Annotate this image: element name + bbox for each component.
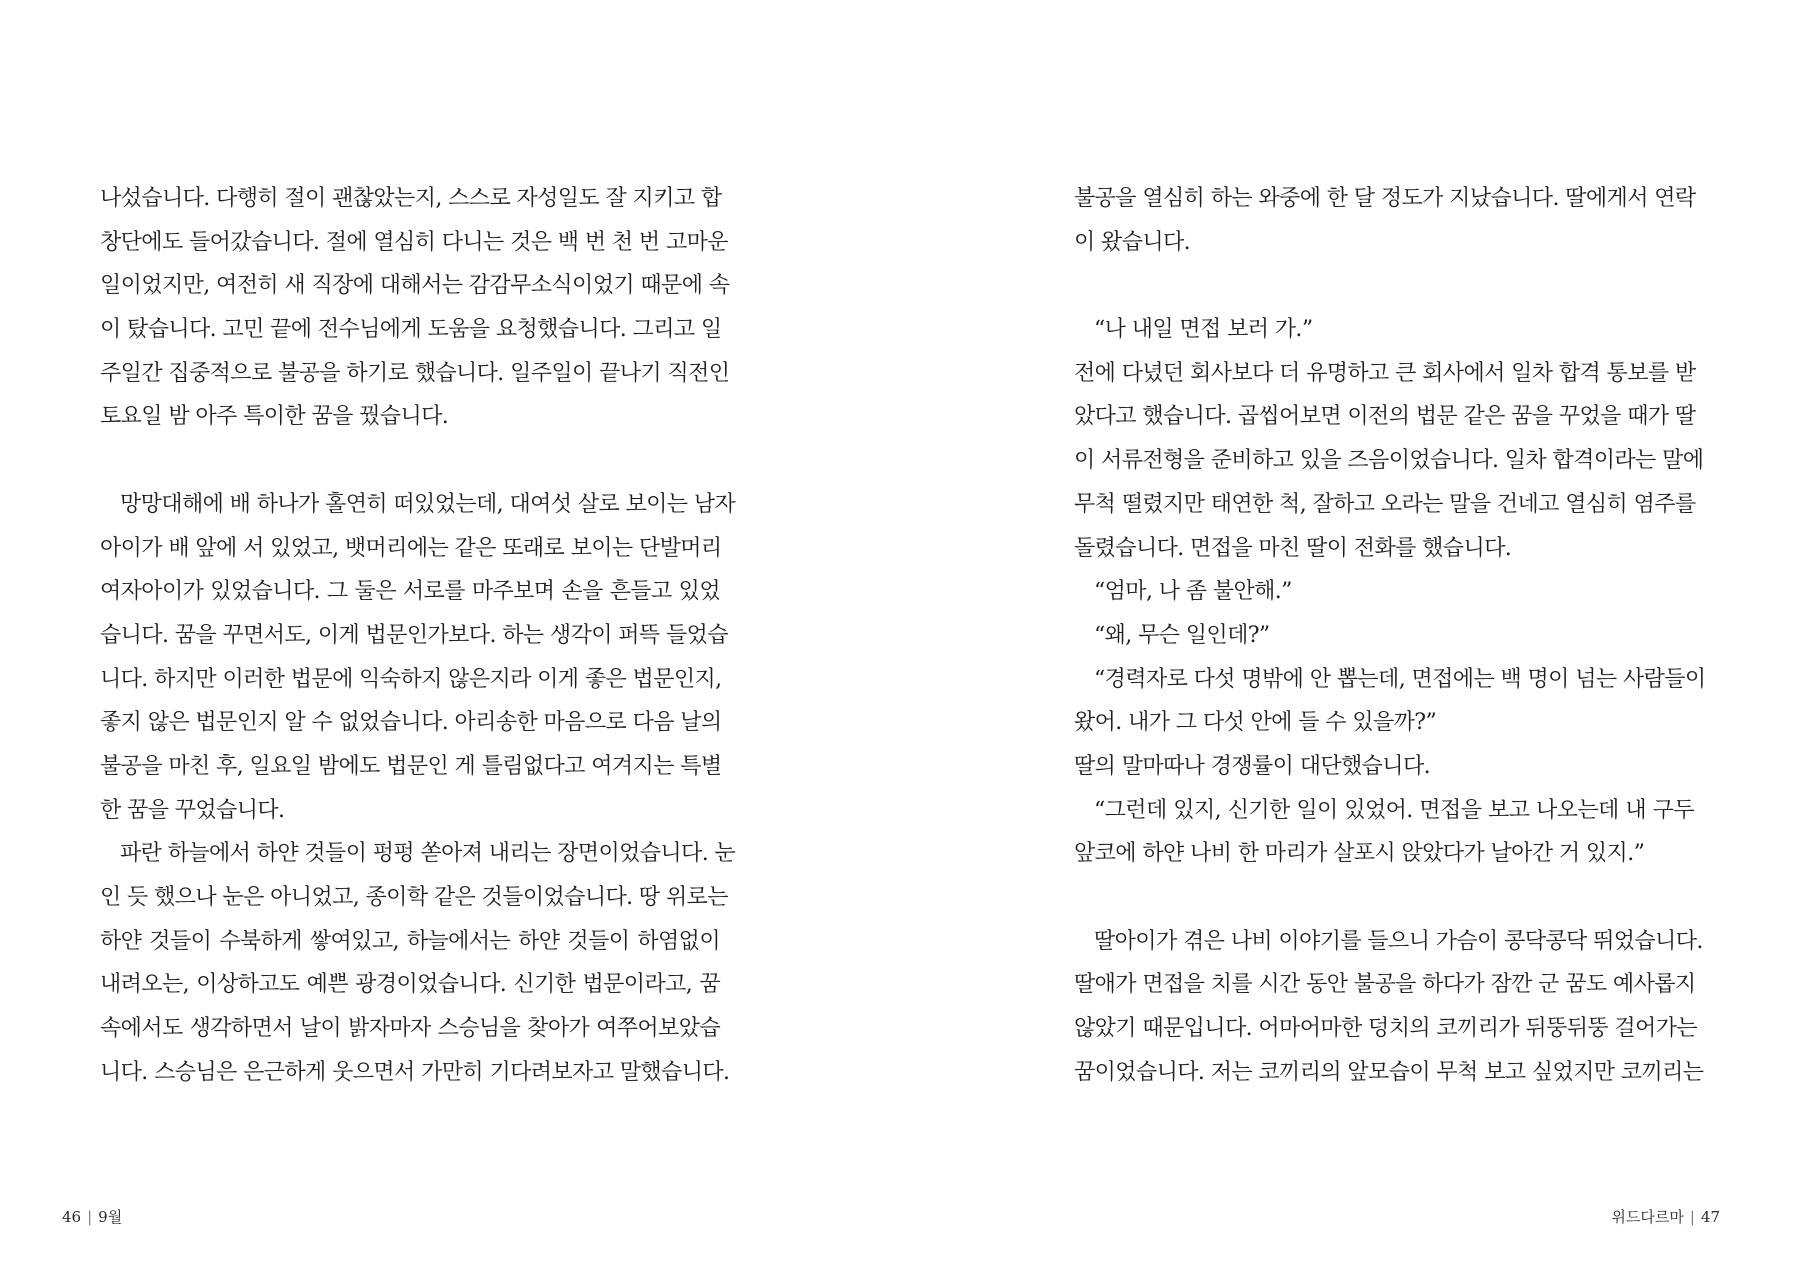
text-line: 토요일 밤 아주 특이한 꿈을 꿨습니다. [100,404,449,430]
text-line: 한 꿈을 꾸었습니다. [100,797,285,823]
left-page-body [100,177,736,1094]
text-line: 돌렸습니다. 면접을 마친 딸이 전화를 했습니다. [1074,535,1512,561]
dialogue-line: “엄마, 나 좀 불안해.” [1094,579,1292,605]
right-page-body [1074,177,1706,1094]
text-line: 습니다. 꿈을 꾸면서도, 이게 법문인가보다. 하는 생각이 퍼뜩 들었습 [100,622,728,648]
text-line: 파란 하늘에서 하얀 것들이 펑펑 쏟아져 내리는 장면이었습니다. 눈 [120,841,736,867]
page-number: 46 [62,1208,82,1226]
text-line: 인 듯 했으나 눈은 아니었고, 종이학 같은 것들이었습니다. 땅 위로는 [100,885,728,910]
dialogue-line: “나 내일 면접 보러 가.” [1094,317,1313,343]
text-line: 니다. 스승님은 은근하게 웃으면서 가만히 기다려보자고 말했습니다. [100,1059,730,1085]
text-line: 이 서류전형을 준비하고 있을 즈음이었습니다. 일차 합격이라는 말에 [1074,448,1704,474]
text-line: 창단에도 들어갔습니다. 절에 열심히 다니는 것은 백 번 천 번 고마운 [100,229,728,255]
text-line: 니다. 하지만 이러한 법문에 익숙하지 않은지라 이게 좋은 법문인지, [100,666,722,692]
text-line: 딸아이가 겪은 나비 이야기를 들으니 가슴이 콩닥콩닥 뛰었습니다. [1094,928,1703,954]
right-folio [1611,1206,1720,1227]
text-line: 망망대해에 배 하나가 홀연히 떠있었는데, 대여섯 살로 보이는 남자 [120,491,736,517]
text-line: 이 왔습니다. [1074,229,1191,255]
text-line: 주일간 집중적으로 불공을 하기로 했습니다. 일주일이 끝나기 직전인 [100,360,730,386]
text-line: 하얀 것들이 수북하게 쌓여있고, 하늘에서는 하얀 것들이 하염없이 [100,928,720,954]
text-line: 일이었지만, 여전히 새 직장에 대해서는 감감무소식이었기 때문에 속 [100,273,730,299]
dialogue-line: “왜, 무슨 일인데?” [1094,622,1270,648]
dialogue-line: “경력자로 다섯 명밖에 안 뽑는데, 면접에는 백 명이 넘는 사람들이 [1094,666,1706,692]
right-page [898,0,1796,1270]
text-line: 았다고 했습니다. 곱씹어보면 이전의 법문 같은 꿈을 꾸었을 때가 딸 [1074,404,1696,430]
text-line: 무척 떨렸지만 태연한 척, 잘하고 오라는 말을 건네고 열심히 염주를 [1074,491,1696,517]
text-line: 전에 다녔던 회사보다 더 유명하고 큰 회사에서 일차 합격 통보를 받 [1074,360,1696,386]
text-line: 아이가 배 앞에 서 있었고, 뱃머리에는 같은 또래로 보이는 단발머리 [100,535,722,561]
text-line: 불공을 열심히 하는 와중에 한 달 정도가 지났습니다. 딸에게서 연락 [1074,186,1696,211]
folio-divider: | [1689,1208,1695,1226]
text-line: 이 탔습니다. 고민 끝에 전수님에게 도움을 요청했습니다. 그리고 일 [100,317,722,343]
text-line: 불공을 마친 후, 일요일 밤에도 법문인 게 틀림없다고 여겨지는 특별 [100,753,722,779]
text-line: 좋지 않은 법문인지 알 수 없었습니다. 아리송한 마음으로 다음 날의 [100,710,722,736]
text-line: 딸애가 면접을 치를 시간 동안 불공을 하다가 잠깐 군 꿈도 예사롭지 [1074,972,1696,998]
page-number: 47 [1700,1208,1720,1226]
text-line: 여자아이가 있었습니다. 그 둘은 서로를 마주보며 손을 흔들고 있었 [100,579,720,605]
dialogue-line: “그런데 있지, 신기한 일이 있었어. 면접을 보고 나오는데 내 구두 [1094,797,1694,823]
text-line: 않았기 때문입니다. 어마어마한 덩치의 코끼리가 뒤뚱뒤뚱 걸어가는 [1074,1016,1698,1042]
text-line: 꿈이었습니다. 저는 코끼리의 앞모습이 무척 보고 싶었지만 코끼리는 [1074,1059,1704,1085]
text-line: 나섰습니다. 다행히 절이 괜찮았는지, 스스로 자성일도 잘 지키고 합 [100,186,722,211]
section-title: 9월 [98,1208,123,1226]
folio-divider: | [87,1208,93,1226]
paragraph-gap [100,439,720,483]
text-line: 내려오는, 이상하고도 예쁜 광경이었습니다. 신기한 법문이라고, 꿈 [100,972,720,998]
text-line: 앞코에 하얀 나비 한 마리가 살포시 앉았다가 날아간 거 있지.” [1074,841,1645,867]
publication-title: 위드다르마 [1611,1208,1684,1226]
text-line: 딸의 말마따나 경쟁률이 대단했습니다. [1074,753,1431,779]
paragraph-gap [1074,264,1694,308]
paragraph-gap [1074,876,1694,920]
text-line: 왔어. 내가 그 다섯 안에 들 수 있을까?” [1074,710,1437,736]
left-folio [62,1206,122,1227]
text-line: 속에서도 생각하면서 날이 밝자마자 스승님을 찾아가 여쭈어보았습 [100,1016,720,1042]
